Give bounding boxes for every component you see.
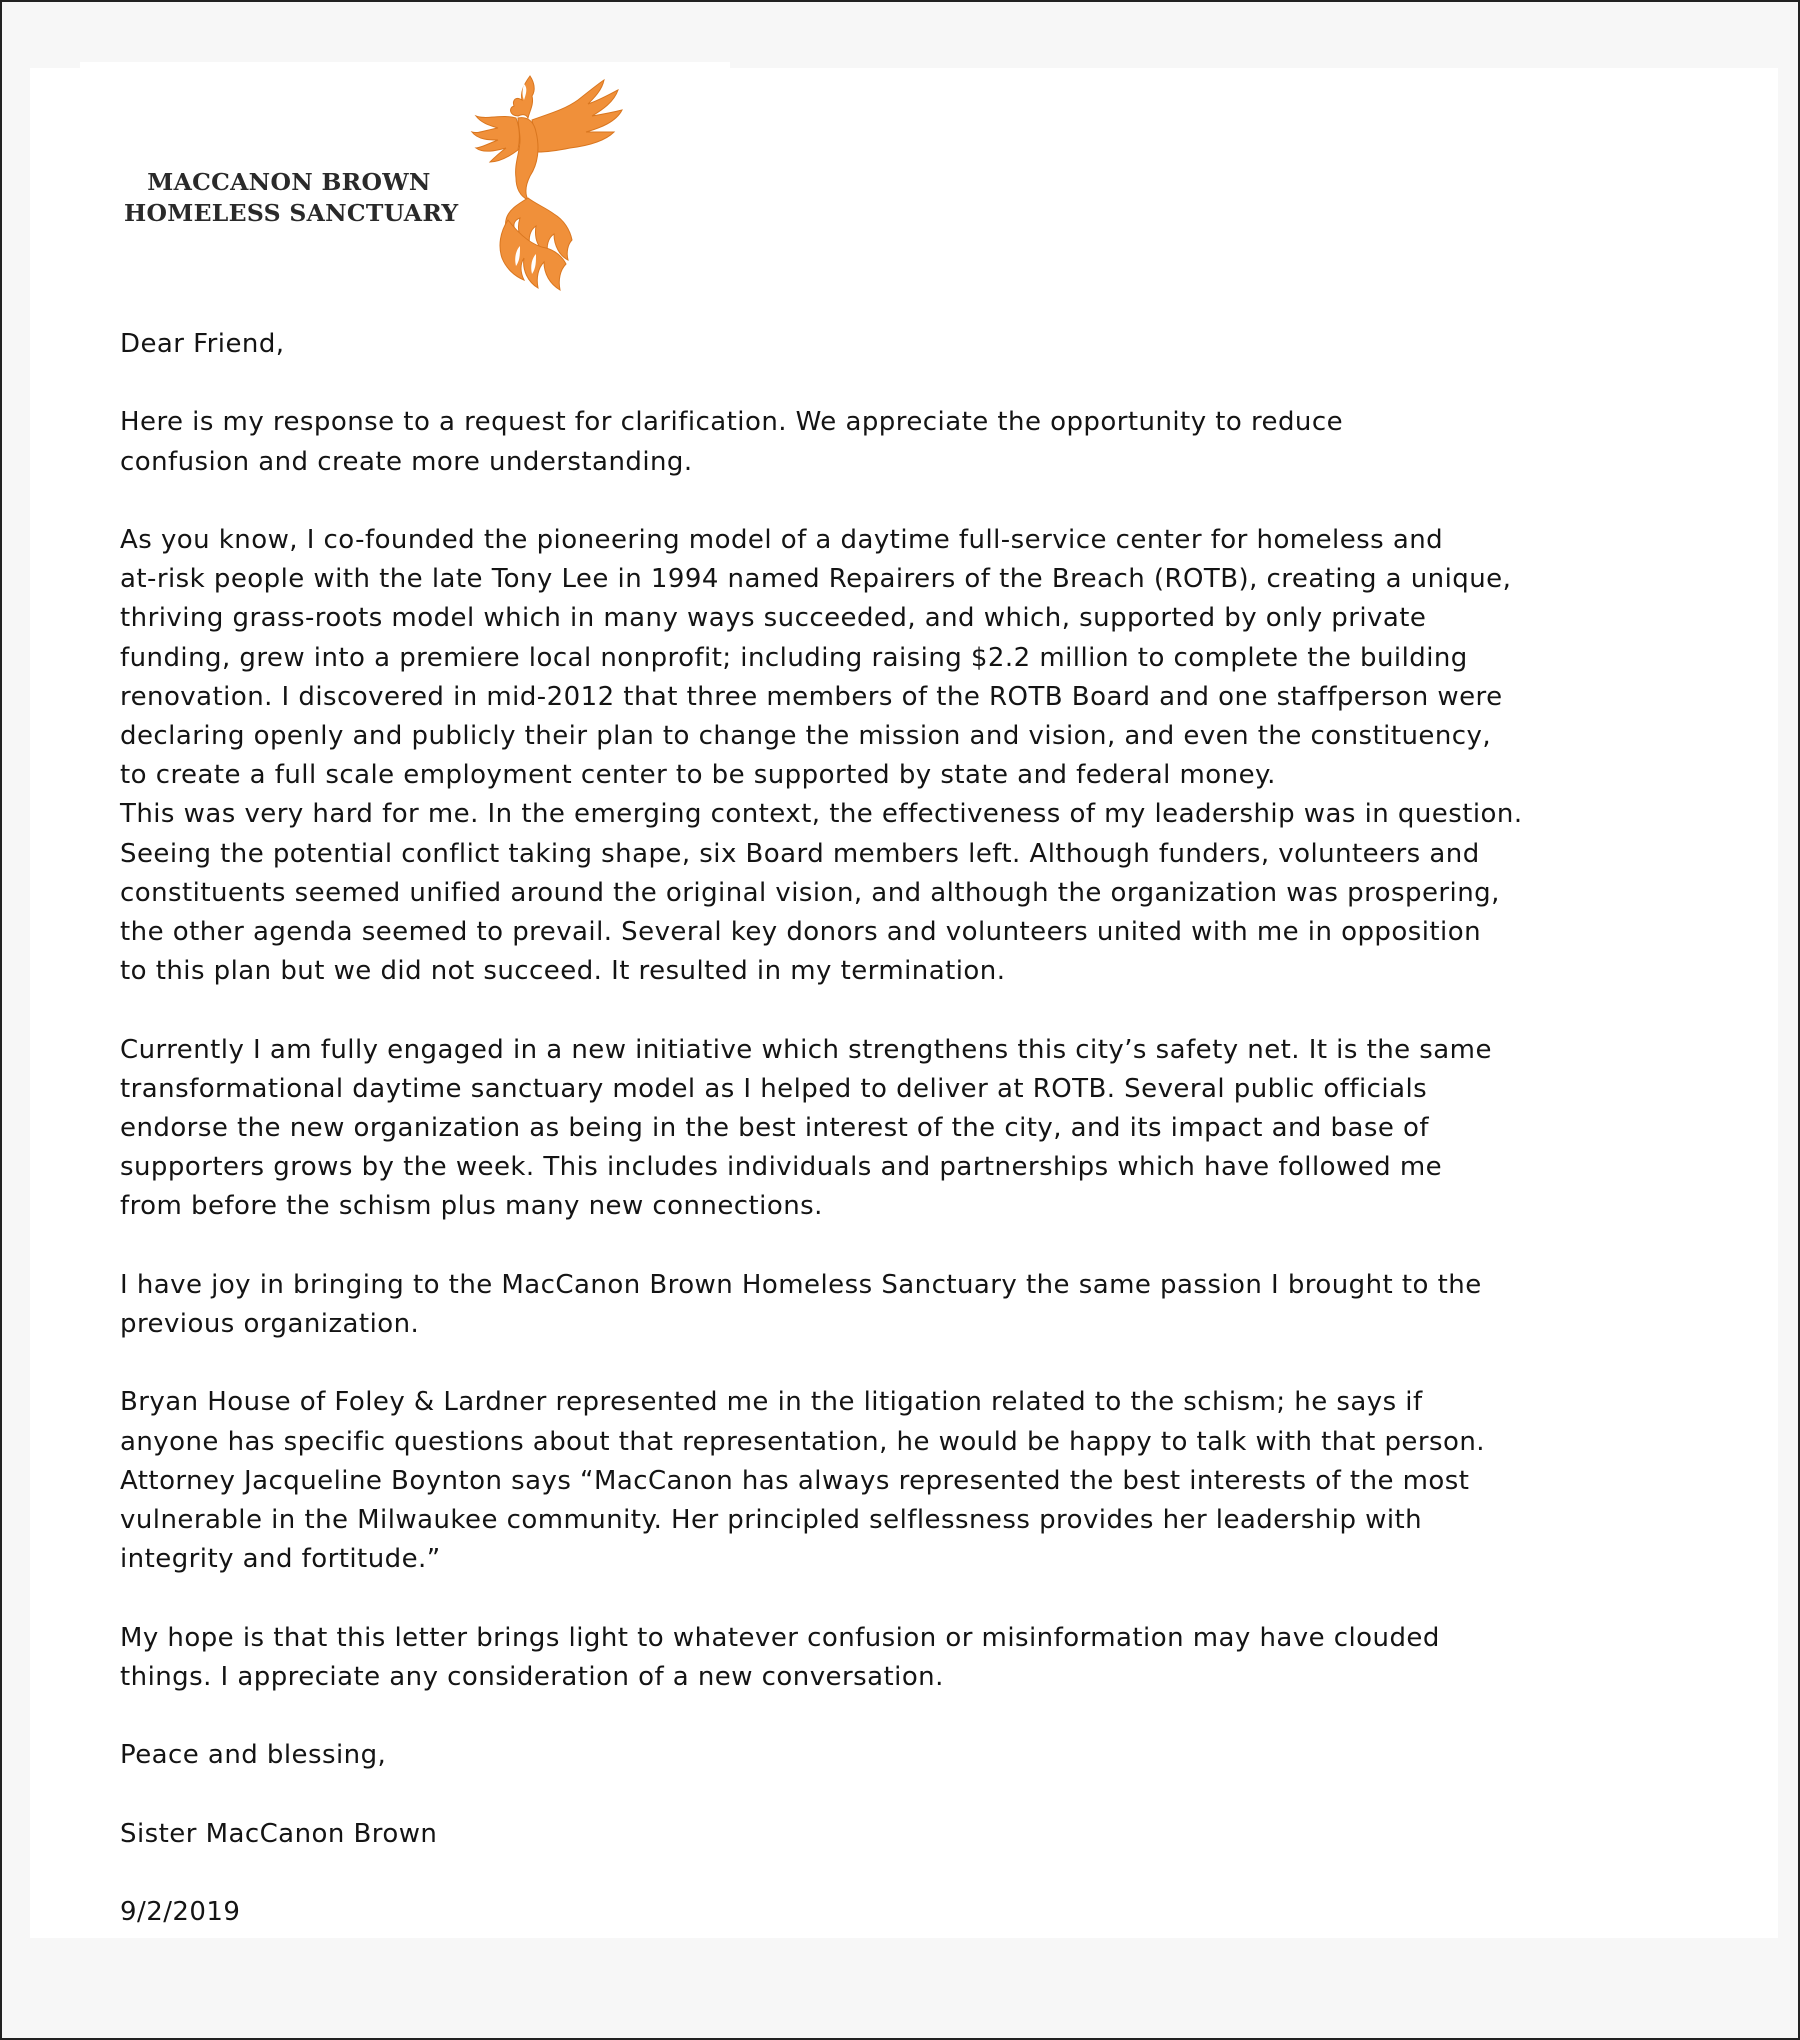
org-name-line-2: HOMELESS SANCTUARY — [124, 199, 459, 227]
paragraph-1: Here is my response to a request for clarification. We appreciate the opportunity to reduce confusion and create more understanding. — [120, 407, 1344, 477]
paragraph-4: I have joy in bringing to the MacCanon Brown Homeless Sanctuary the same passion I brought to the previous organization. — [120, 1269, 1482, 1340]
org-name-line-1: MACCANON BROWN — [147, 168, 431, 196]
paragraph-2a: As you know, I co-founded the pioneering model of a daytime full-service center for homeless and at-risk people with the late Tony Lee in 1994 named Repairers of the Breach (ROTB), creating a unique, thriving grass-roots model which in many ways succeeded, and which, supported by only private funding, grew into a premiere local nonprofit; including raising $2.2 million to complete the building renovation. I discovered in mid-2012 that three members of the ROTB Board and one staffperson were declaring openly and publicly their plan to change the mission and vision, and even the constituency, to create a full scale employment center to be supported by state and federal money. — [120, 524, 1512, 791]
paragraph-5: Bryan House of Foley & Lardner represented me in the litigation related to the schism; he says if anyone has specific questions about that representation, he would be happy to talk with that person. Attorney Jacqueline Boynton says “MacCanon has always represented the best interests of the most vulnerable in the Milwaukee community. Her principled selflessness provides her leadership with integrity and fortitude.” — [120, 1387, 1485, 1575]
phoenix-icon — [468, 70, 638, 296]
paragraph-2b: This was very hard for me. In the emerging context, the effectiveness of my leadership was in question. Seeing the potential conflict taking shape, six Board members left. Although funders, volunteers and constituents seemed unified around the original vision, and although the organization was prospering, the other agenda seemed to prevail. Several key donors and volunteers united with me in opposition to this plan but we did not succeed. It resulted in my termination. — [120, 799, 1523, 987]
organization-name — [124, 167, 459, 229]
signature-date: 9/2/2019 — [120, 1896, 241, 1927]
signature-name: Sister MacCanon Brown — [120, 1818, 438, 1849]
paragraph-6: My hope is that this letter brings light to whatever confusion or misinformation may have clouded things. I appreciate any consideration of a new conversation. — [120, 1622, 1440, 1692]
closing: Peace and blessing, — [120, 1740, 387, 1771]
salutation: Dear Friend, — [120, 329, 285, 359]
paragraph-3: Currently I am fully engaged in a new initiative which strengthens this city’s safety net. It is the same transformational daytime sanctuary model as I helped to deliver at ROTB. Several public officials endorse the new organization as being in the best interest of the city, and its impact and base of supporters grows by the week. This includes individuals and partnerships which have followed me from before the schism plus many new connections. — [120, 1034, 1492, 1222]
letter-body — [120, 325, 1700, 1971]
